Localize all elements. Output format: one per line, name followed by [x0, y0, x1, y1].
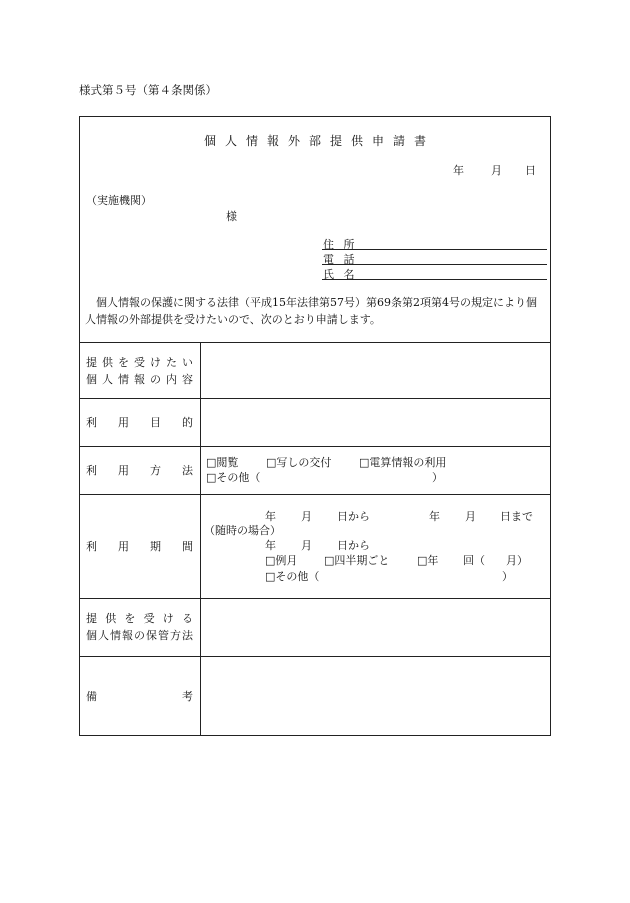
date-month-label: 月: [491, 164, 502, 177]
content-field[interactable]: [202, 343, 549, 397]
form-number: 様式第５号（第４条関係）: [79, 83, 217, 97]
row-divider: [79, 446, 551, 447]
storage-field[interactable]: [202, 599, 549, 655]
applicant-name-field[interactable]: [322, 279, 547, 280]
purpose-field[interactable]: [202, 399, 549, 445]
method-option-copy[interactable]: □写しの交付: [266, 456, 332, 469]
row-divider: [79, 494, 551, 495]
period-end-until: 日まで: [500, 510, 533, 523]
content-label-line-1: 提供を受けたい: [86, 356, 193, 369]
period-month-close: 月）: [506, 554, 528, 567]
period-adhoc-from: 日から: [337, 539, 370, 552]
form-title: 個人情報外部提供申請書: [203, 134, 435, 148]
statement-line-1: 個人情報の保護に関する法律（平成15年法律第57号）第69条第2項第4号の規定により個: [96, 296, 537, 309]
date-year-label: 年: [453, 164, 464, 177]
period-adhoc-year: 年: [265, 539, 276, 552]
period-end-month: 月: [465, 510, 476, 523]
applicant-phone-field[interactable]: [322, 264, 547, 265]
period-adhoc-month: 月: [301, 539, 312, 552]
method-option-electronic[interactable]: □電算情報の利用: [359, 456, 447, 469]
storage-label-line-2: 個人情報の保管方法: [86, 629, 193, 642]
period-adhoc-label: （随時の場合）: [204, 524, 281, 537]
period-label: 利用期間: [86, 540, 193, 553]
column-divider: [200, 342, 201, 736]
method-option-view[interactable]: □閲覧: [206, 456, 239, 469]
remarks-label: 備考: [86, 690, 193, 703]
period-option-year[interactable]: □年: [417, 554, 439, 567]
period-option-other[interactable]: □その他（: [265, 570, 320, 583]
period-option-quarterly[interactable]: □四半期ごと: [324, 554, 390, 567]
purpose-label: 利用目的: [86, 416, 193, 429]
addressee-label: （実施機関）: [86, 194, 152, 207]
applicant-name-label: 氏 名: [323, 268, 358, 281]
remarks-field[interactable]: [202, 657, 549, 735]
period-start-month: 月: [301, 510, 312, 523]
statement-line-2: 人情報の外部提供を受けたいので、次のとおり申請します。: [85, 313, 381, 326]
date-day-label: 日: [525, 164, 536, 177]
period-times-label: 回（: [463, 554, 485, 567]
period-option-monthly[interactable]: □例月: [265, 554, 298, 567]
period-end-year: 年: [429, 510, 440, 523]
period-start-year: 年: [265, 510, 276, 523]
content-label-line-2: 個人情報の内容: [86, 373, 193, 386]
applicant-address-field[interactable]: [322, 249, 547, 250]
applicant-phone-label: 電 話: [323, 253, 358, 266]
applicant-address-label: 住 所: [323, 238, 358, 251]
period-other-close: ）: [502, 570, 513, 583]
period-start-from: 日から: [337, 510, 370, 523]
application-statement: [85, 294, 545, 328]
storage-label-line-1: 提供を受ける: [86, 612, 193, 625]
method-other-close: ）: [432, 471, 443, 484]
method-option-other[interactable]: □その他（: [206, 471, 261, 484]
method-label: 利用方法: [86, 464, 193, 477]
addressee-honorific: 様: [226, 210, 237, 223]
